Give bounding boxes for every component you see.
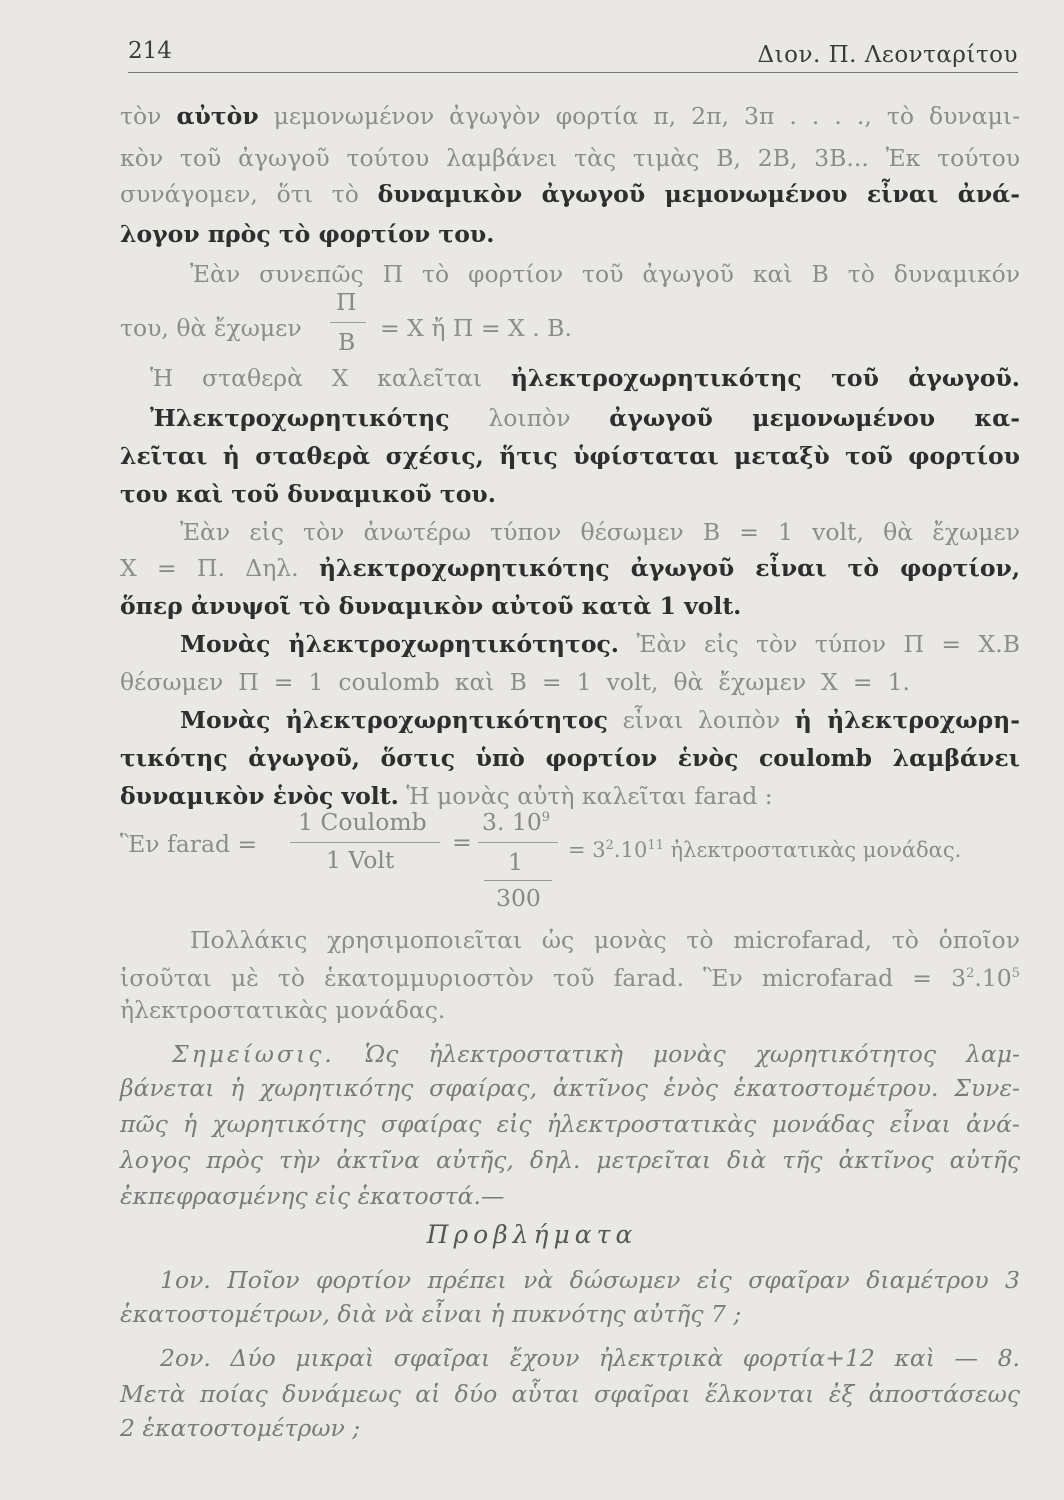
equation-lhs: Ἓν farad = — [120, 830, 258, 858]
para8-line2: ἰσοῦται μὲ τὸ ἑκατομμυριοστὸν τοῦ farad. Ἓν microfarad = $3^2.10^5$ — [120, 963, 1020, 992]
note-line3: πῶς ἡ χωρητικότης σφαίρας εἰς ἠλεκτροστατικὰς μονάδας εἶναι ἀνά- — [120, 1110, 1020, 1138]
equation-den1: 1 Volt — [326, 846, 395, 874]
header-rule — [128, 72, 1018, 73]
para5-line1: Ἐὰν εἰς τὸν ἀνωτέρω τύπον θέσωμεν Β = 1 volt, θὰ ἔχωμεν — [180, 518, 1020, 546]
page-header — [128, 38, 1018, 72]
para1-line4: λογον πρὸς τὸ φορτίον του. — [120, 220, 495, 248]
equation-num2: 3. $10^9$ — [482, 808, 551, 836]
fraction-denominator: Β — [338, 328, 356, 356]
equation-bar1 — [290, 842, 440, 843]
para2-line2b: = Χ ἤ Π = Χ . Β. — [380, 314, 572, 342]
problem1-line2: ἑκατοστομέτρων, διὰ νὰ εἶναι ἡ πυκνότης αὐτῆς 7 ; — [120, 1300, 742, 1328]
para4-line3: του καὶ τοῦ δυναμικοῦ του. — [120, 480, 496, 508]
problem2-line3: 2 ἑκατοστομέτρων ; — [120, 1414, 361, 1442]
para4-line2: λεῖται ἡ σταθερὰ σχέσις, ἥτις ὑφίσταται μεταξὺ τοῦ φορτίου — [120, 442, 1020, 470]
equation-equals: = — [452, 828, 472, 856]
note-line4: λογος πρὸς τὴν ἀκτῖνα αὐτῆς, δηλ. μετρεῖται διὰ τῆς ἀκτῖνος αὐτῆς — [120, 1146, 1020, 1174]
problem2-line2: Μετὰ ποίας δυνάμεως αἱ δύο αὗται σφαῖραι ἕλκονται ἐξ ἀποστάσεως — [120, 1380, 1020, 1408]
page-number: 214 — [128, 38, 172, 64]
equation-bar2 — [478, 842, 558, 843]
para2-line2a: του, θὰ ἔχωμεν — [120, 314, 302, 342]
note-line5: ἐκπεφρασμένης εἰς ἑκατοστά.— — [120, 1182, 505, 1210]
running-head: Διον. Π. Λεονταρίτου — [757, 42, 1018, 68]
equation-rhs: = $3^2.10^{11}$ ἠλεκτροστατικὰς μονάδας. — [568, 838, 962, 862]
para6-line2: θέσωμεν Π = 1 coulomb καὶ Β = 1 volt, θὰ ἔχωμεν Χ = 1. — [120, 668, 910, 696]
para5-line3: ὅπερ ἀνυψοῖ τὸ δυναμικὸν αὐτοῦ κατὰ 1 volt. — [120, 592, 742, 620]
para1-line1: τὸν αὐτὸν μεμονωμένον ἀγωγὸν φορτία π, 2π, 3π . . . ., τὸ δυναμι- — [120, 102, 1021, 130]
para8-line3: ἠλεκτροστατικὰς μονάδας. — [120, 996, 446, 1024]
para3-line1: Ἡ σταθερὰ Χ καλεῖται ἠλεκτροχωρητικότης τοῦ ἀγωγοῦ. — [150, 364, 1020, 392]
para4-line1: Ἠλεκτροχωρητικότης λοιπὸν ἀγωγοῦ μεμονωμένου κα- — [150, 404, 1020, 432]
para2-line1: Ἐὰν συνεπῶς Π τὸ φορτίον τοῦ ἀγωγοῦ καὶ Β τὸ δυναμικόν — [190, 260, 1020, 288]
para1-line3: συνάγομεν, ὅτι τὸ δυναμικὸν ἀγωγοῦ μεμονωμένου εἶναι ἀνά- — [120, 180, 1020, 208]
equation-den2-bottom: 300 — [496, 884, 541, 912]
para7-line1: Μονὰς ἠλεκτροχωρητικότητος εἶναι λοιπὸν ἡ ἠλεκτροχωρη- — [180, 706, 1020, 734]
equation-bar3 — [484, 880, 552, 881]
note-line2: βάνεται ἡ χωρητικότης σφαίρας, ἀκτῖνος ἑνὸς ἑκατοστομέτρου. Συνε- — [120, 1074, 1020, 1102]
para1-line2: κὸν τοῦ ἀγωγοῦ τούτου λαμβάνει τὰς τιμὰς Β, 2Β, 3Β... Ἐκ τούτου — [120, 144, 1020, 172]
fraction-bar — [330, 322, 366, 323]
para8-line1: Πολλάκις χρησιμοποιεῖται ὡς μονὰς τὸ microfarad, τὸ ὁποῖον — [190, 926, 1020, 954]
problems-title: Προβλήματα — [426, 1220, 638, 1249]
problem1-line1: 1ον. Ποῖον φορτίον πρέπει νὰ δώσωμεν εἰς σφαῖραν διαμέτρου 3 — [160, 1266, 1020, 1294]
para5-line2: Χ = Π. Δηλ. ἠλεκτροχωρητικότης ἀγωγοῦ εἶναι τὸ φορτίον, — [120, 554, 1020, 582]
para7-line2: τικότης ἀγωγοῦ, ὅστις ὑπὸ φορτίον ἑνὸς coulomb λαμβάνει — [120, 744, 1020, 772]
para7-line3: δυναμικὸν ἑνὸς volt. Ἡ μονὰς αὐτὴ καλεῖται farad : — [120, 782, 773, 810]
para6-line1: Μονὰς ἠλεκτροχωρητικότητος. Ἐὰν εἰς τὸν τύπον Π = Χ.Β — [180, 630, 1020, 658]
note-line1: Σημείωσις. Ὡς ἠλεκτροστατικὴ μονὰς χωρητικότητος λαμ- — [172, 1040, 1020, 1068]
equation-den2-top: 1 — [508, 848, 523, 876]
equation-num1: 1 Coulomb — [298, 808, 427, 836]
problem2-line1: 2ον. Δύο μικραὶ σφαῖραι ἔχουν ἠλεκτρικὰ φορτία+12 καὶ — 8. — [160, 1344, 1020, 1372]
fraction-numerator: Π — [336, 288, 357, 316]
